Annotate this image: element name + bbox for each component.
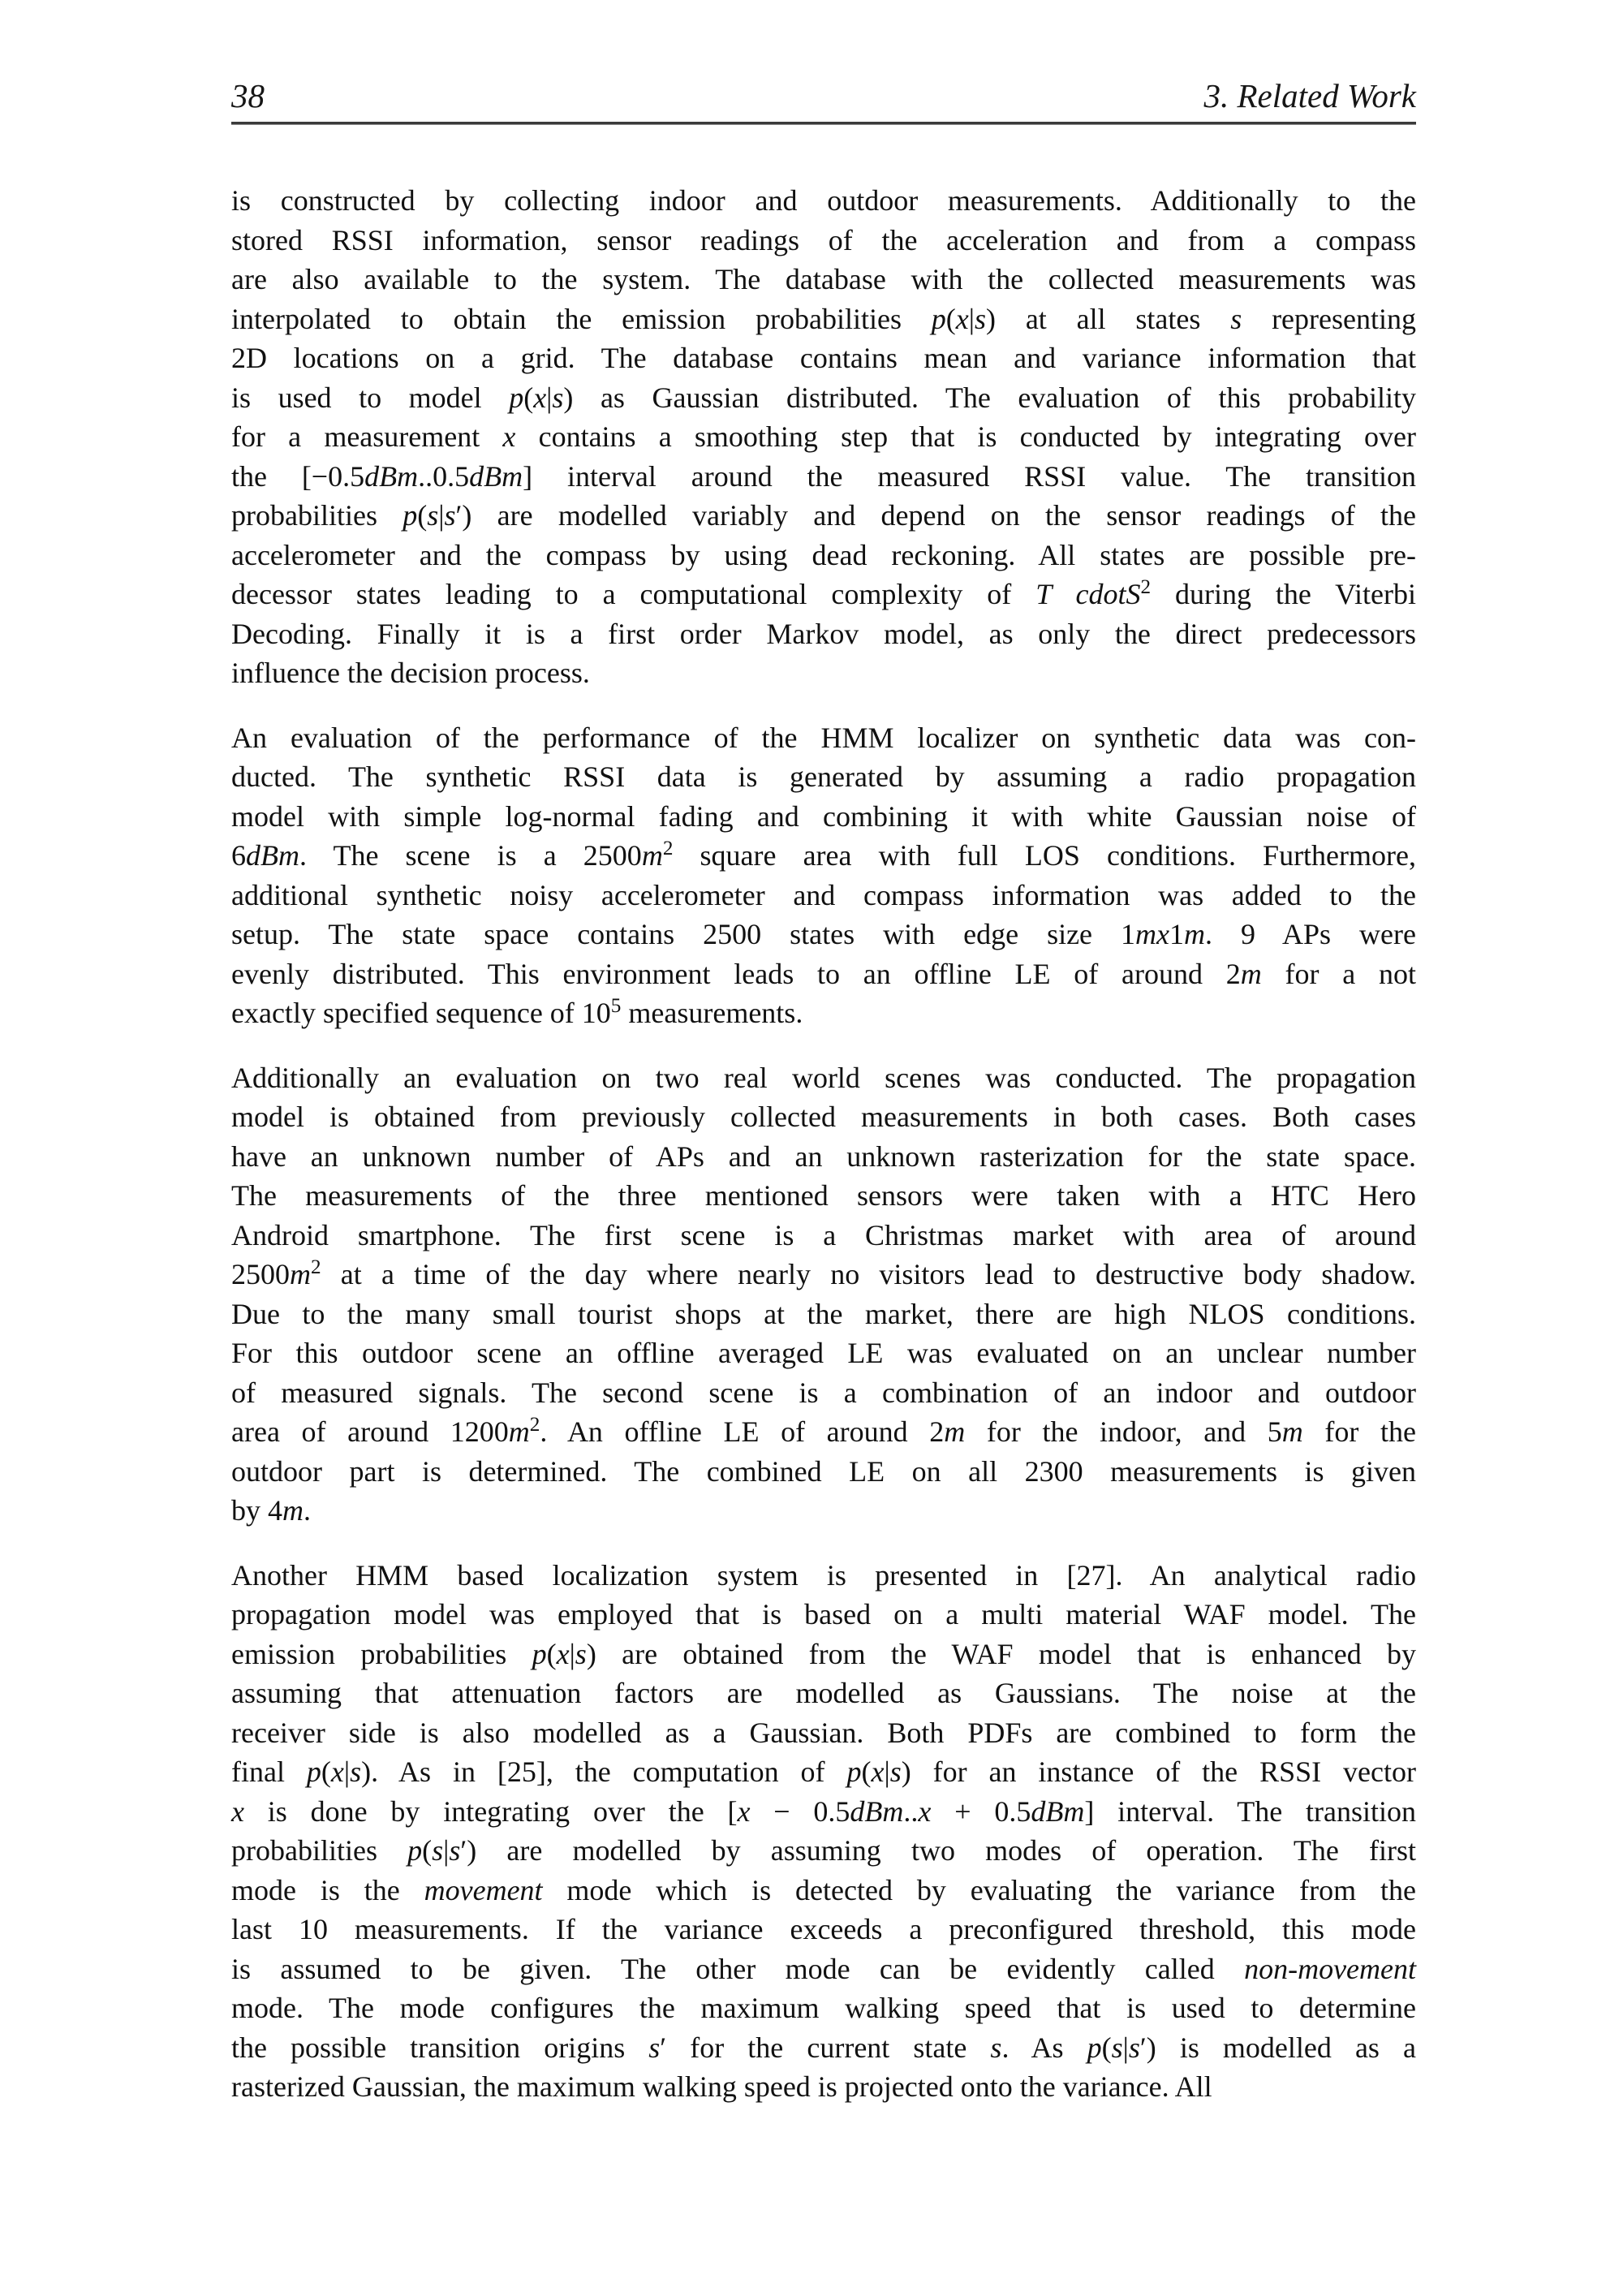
paragraph (231, 1556, 1416, 2107)
text-line: ducted. The synthetic RSSI data is generated by assuming a radio propagation (231, 760, 1416, 793)
header-rule (231, 122, 1416, 125)
paragraph (231, 1058, 1416, 1531)
text-line: Another HMM based localization system is presented in [27]. An analytical radio (231, 1558, 1416, 1592)
text-line: An evaluation of the performance of the HMM localizer on synthetic data was con- (231, 721, 1416, 754)
text-line: additional synthetic noisy accelerometer and compass information was added to the (231, 878, 1416, 911)
text-line: receiver side is also modelled as a Gaussian. Both PDFs are combined to form the (231, 1716, 1416, 1749)
text-line: emission probabilities p(x|s) are obtained from the WAF model that is enhanced by (231, 1637, 1416, 1670)
text-line: interpolated to obtain the emission probabilities p(x|s) at all states s representing (231, 302, 1416, 335)
page-header (231, 76, 1416, 115)
text-line: stored RSSI information, sensor readings of the acceleration and from a compass (231, 223, 1416, 256)
text-line: The measurements of the three mentioned sensors were taken with a HTC Hero (231, 1179, 1416, 1212)
text-line: For this outdoor scene an offline averaged LE was evaluated on an unclear number (231, 1337, 1416, 1369)
text-line: accelerometer and the compass by using dead reckoning. All states are possible pre- (231, 538, 1416, 571)
text-line: setup. The state space contains 2500 states with edge size 1mx1m. 9 APs were (231, 918, 1416, 950)
text-line: for a measurement x contains a smoothing step that is conducted by integrating over (231, 420, 1417, 453)
text-line: by 4m. (231, 1494, 311, 1527)
text-line: of measured signals. The second scene is a combination of an indoor and outdoor (231, 1376, 1416, 1409)
text-line: is used to model p(x|s) as Gaussian distributed. The evaluation of this probability (231, 381, 1416, 414)
text-line: mode is the movement mode which is detected by evaluating the variance from the (231, 1873, 1416, 1906)
text-line: last 10 measurements. If the variance exceeds a preconfigured threshold, this mode (231, 1913, 1416, 1945)
text-line: rasterized Gaussian, the maximum walking speed is projected onto the variance. All (231, 2070, 1212, 2103)
text-line: Additionally an evaluation on two real world scenes was conducted. The propagation (231, 1061, 1416, 1094)
text-line: Decoding. Finally it is a first order Markov model, as only the direct predecessors (231, 617, 1416, 650)
text-line: area of around $1200m^2$. An offline LE of around 2m for the indoor, and 5m for the (231, 1414, 1416, 1448)
text-line: $2500m^2$ at a time of the day where nearly no visitors lead to destructive body shadow. (231, 1256, 1416, 1290)
paragraph (231, 718, 1416, 1033)
text-line: probabilities p(s|s′) are modelled variably and depend on the sensor readings of the (231, 499, 1416, 532)
text-line: are also available to the system. The database with the collected measurements was (231, 263, 1416, 295)
text-line: Android smartphone. The first scene is a Christmas market with area of around (231, 1218, 1416, 1251)
text-line: exactly specified sequence of $10^5$ measurements. (231, 995, 803, 1029)
text-line: model is obtained from previously collected measurements in both cases. Both cases (231, 1101, 1416, 1133)
text-line: 6dBm. The scene is a $2500m^2$ square area with full LOS conditions. Furthermore, (231, 838, 1416, 872)
text-line: assuming that attenuation factors are modelled as Gaussians. The noise at the (231, 1677, 1416, 1709)
text-line: probabilities p(s|s′) are modelled by assuming two modes of operation. The first (231, 1834, 1417, 1867)
text-line: the [−0.5dBm..0.5dBm] interval around the measured RSSI value. The transition (231, 459, 1416, 493)
text-line: influence the decision process. (231, 657, 590, 689)
text-line: the possible transition origins s′ for the current state s. As p(s|s′) is modelled as a (231, 2031, 1416, 2064)
text-line: final p(x|s). As in [25], the computation of p(x|s) for an instance of the RSSI vector (231, 1755, 1416, 1788)
text-line: model with simple log-normal fading and combining it with white Gaussian noise of (231, 799, 1416, 833)
text-line: is constructed by collecting indoor and outdoor measurements. Additionally to the (231, 184, 1416, 217)
text-line: have an unknown number of APs and an unknown rasterization for the state space. (231, 1139, 1416, 1173)
text-line: 2D locations on a grid. The database contains mean and variance information that (231, 342, 1416, 374)
text-line: evenly distributed. This environment leads to an offline LE of around 2m for a not (231, 957, 1416, 990)
text-line: mode. The mode configures the maximum walking speed that is used to determine (231, 1992, 1416, 2024)
chapter-title: 3. Related Work (1203, 77, 1416, 114)
text-line: is assumed to be given. The other mode can be evidently called non-movement (231, 1952, 1416, 1985)
content (231, 181, 1416, 2132)
paragraph (231, 181, 1416, 693)
text-line: decessor states leading to a computational complexity of T cdotS$^2$ during the Viterbi (231, 576, 1416, 610)
page-number: 38 (231, 77, 265, 114)
text-line: x is done by integrating over the [x − 0.5dBm..x + 0.5dBm] interval. The transition (231, 1794, 1416, 1828)
text-line: propagation model was employed that is based on a multi material WAF model. The (231, 1598, 1416, 1630)
text-line: Due to the many small tourist shops at the market, there are high NLOS conditions. (231, 1297, 1416, 1330)
text-line: outdoor part is determined. The combined LE on all 2300 measurements is given (231, 1454, 1416, 1488)
